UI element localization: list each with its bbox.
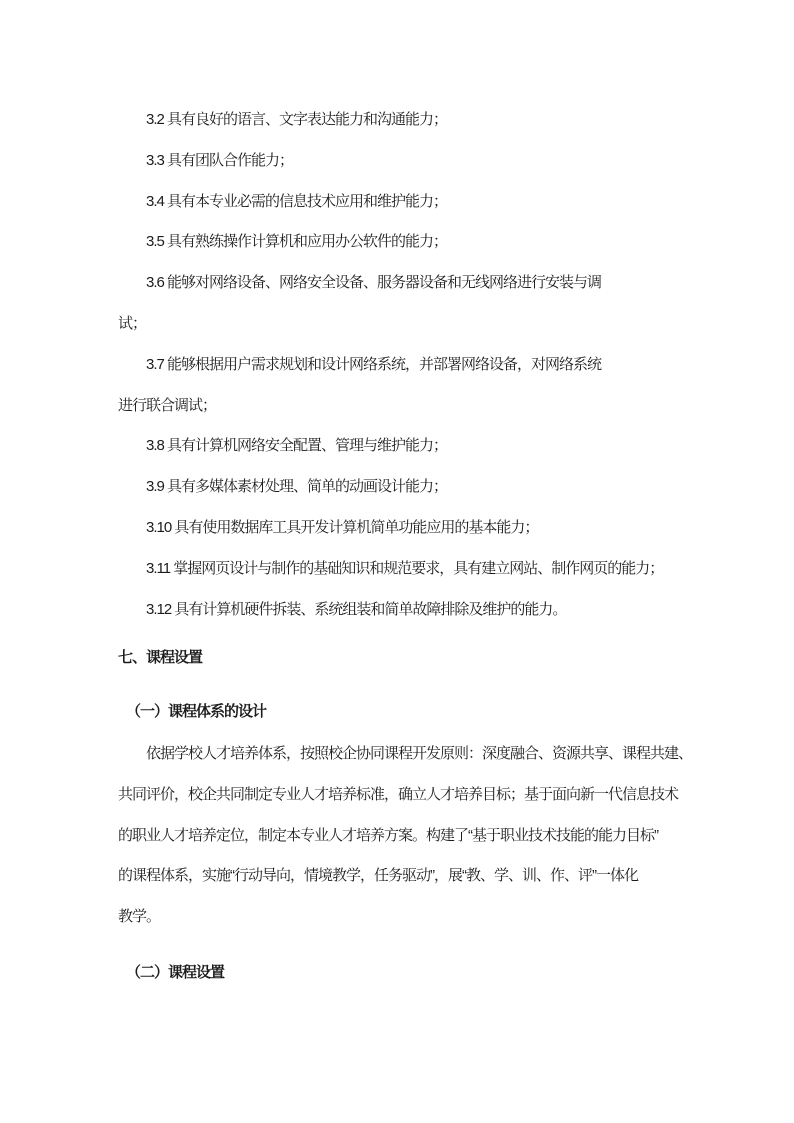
- ability-item-3-6-line-2: 试；: [118, 314, 147, 332]
- ability-item-3-7-line-1: 3.7 能够根据用户需求规划和设计网络系统，并部署网络设备，对网络系统: [146, 355, 602, 373]
- subsection-heading-course-setup: （二）课程设置: [126, 963, 225, 981]
- ability-item-3-7-line-2: 进行联合调试；: [118, 396, 217, 414]
- ability-item-3-2: 3.2 具有良好的语言、文字表达能力和沟通能力；: [146, 111, 448, 128]
- ability-item-3-8: 3.8 具有计算机网络安全配置、管理与维护能力；: [146, 437, 448, 455]
- ability-item-3-10: 3.10 具有使用数据库工具开发计算机简单功能应用的基本能力；: [146, 518, 539, 536]
- ability-item-3-5: 3.5 具有熟练操作计算机和应用办公软件的能力；: [146, 233, 448, 251]
- ability-item-3-4: 3.4 具有本专业必需的信息技术应用和维护能力；: [146, 192, 448, 210]
- course-design-paragraph-line-3: 的职业人才培养定位，制定本专业人才培养方案。构建了“基于职业技术技能的能力目标”: [118, 826, 658, 844]
- ability-item-3-9: 3.9 具有多媒体素材处理、简单的动画设计能力；: [146, 478, 448, 496]
- ability-item-3-11: 3.11 掌握网页设计与制作的基础知识和规范要求，具有建立网站、制作网页的能力；: [146, 559, 664, 577]
- ability-item-3-3: 3.3 具有团队合作能力；: [146, 151, 294, 169]
- ability-item-3-6-line-1: 3.6 能够对网络设备、网络安全设备、服务器设备和无线网络进行安装与调: [146, 274, 602, 292]
- course-design-paragraph-line-4: 的课程体系，实施“行动导向，情境教学，任务驱动”，展“教、学、训、作、评”一体化: [118, 867, 638, 885]
- course-design-paragraph-line-1: 依据学校人才培养体系，按照校企协同课程开发原则：深度融合、资源共享、课程共建、: [146, 744, 693, 762]
- course-design-paragraph-line-2: 共同评价，校企共同制定专业人才培养标准，确立人才培养目标；基于面向新一代信息技术: [118, 785, 679, 803]
- ability-item-3-12: 3.12 具有计算机硬件拆装、系统组装和简单故障排除及维护的能力。: [146, 600, 567, 618]
- section-heading-course-setup: 七、课程设置: [118, 649, 203, 667]
- course-design-paragraph-line-5: 教学。: [118, 908, 161, 926]
- subsection-heading-course-system-design: （一）课程体系的设计: [126, 703, 267, 721]
